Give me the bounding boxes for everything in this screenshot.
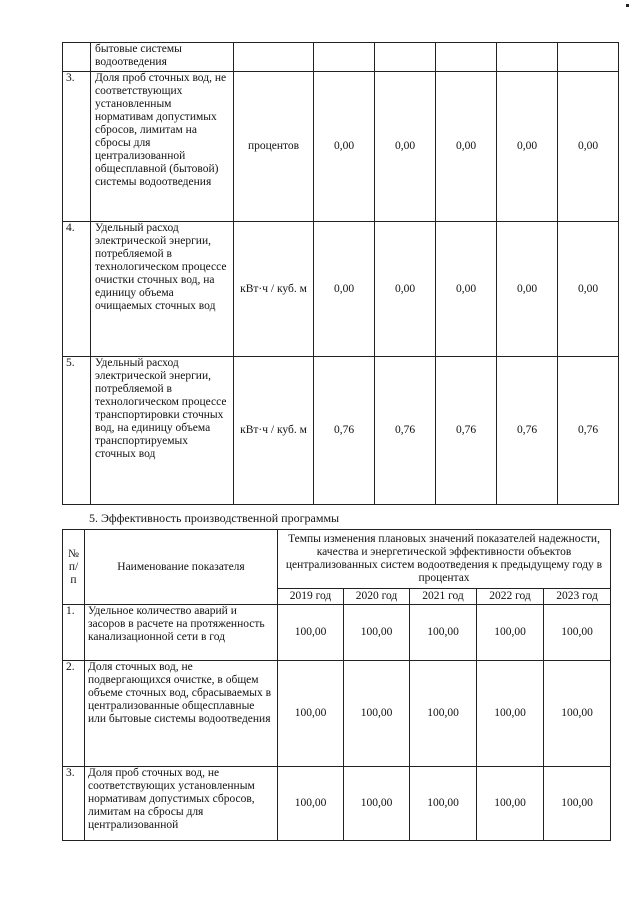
row-number: 4. [63,222,91,357]
value-cell [314,43,375,72]
value-cell: 0,00 [314,72,375,222]
table-row [63,767,611,841]
value-cell: 100,00 [544,767,611,841]
value-cell: 100,00 [278,661,344,767]
value-cell: 100,00 [544,605,611,661]
unit-cell [234,43,314,72]
value-cell: 0,00 [375,222,436,357]
unit-cell: кВт·ч / куб. м [234,222,314,357]
table-row [63,661,611,767]
value-cell: 100,00 [477,661,544,767]
indicator-name: Удельный расход электрической энергии, потребляемой в технологическом процессе очистки сточных вод, на единицу объема очищаемых сточных вод [91,222,234,357]
value-cell: 0,00 [558,222,619,357]
value-cell [497,43,558,72]
value-cell: 100,00 [544,661,611,767]
indicator-name: Удельный расход электрической энергии, потребляемой в технологическом процессе транспортировки сточных вод, на единицу объема транспортируемых сточных вод [91,357,234,505]
indicator-name: Доля сточных вод, не подвергающихся очистке, в общем объеме сточных вод, сбрасываемых в централизованные общесплавные или бытовые системы водоотведения [85,661,278,767]
table-row [63,357,619,505]
value-cell: 100,00 [410,767,477,841]
value-cell: 0,76 [375,357,436,505]
row-number: 3. [63,767,85,841]
section-heading: 5. Эффективность производственной программы [89,511,340,525]
indicator-name: бытовые системы водоотведения [91,43,234,72]
value-cell: 0,76 [558,357,619,505]
value-cell: 0,00 [314,222,375,357]
table-row [63,43,619,72]
value-cell: 100,00 [344,767,410,841]
header-year: 2019 год [278,589,344,605]
unit-cell: процентов [234,72,314,222]
value-cell: 0,76 [436,357,497,505]
value-cell [375,43,436,72]
header-year: 2020 год [344,589,410,605]
header-year: 2022 год [477,589,544,605]
row-number: 2. [63,661,85,767]
row-number: 1. [63,605,85,661]
header-year: 2023 год [544,589,611,605]
value-cell: 100,00 [344,661,410,767]
indicator-name: Доля проб сточных вод, не соответствующих установленным нормативам допустимых сбросов, лимитам на сбросы для централизованной общесплавной (бытовой) системы водоотведения [91,72,234,222]
value-cell: 100,00 [477,605,544,661]
header-number: № п/ п [63,530,85,605]
efficiency-table [62,529,611,841]
header-indicator-name: Наименование показателя [85,530,278,605]
indicator-name: Удельное количество аварий и засоров в расчете на протяженность канализационной сети в год [85,605,278,661]
value-cell: 100,00 [278,767,344,841]
value-cell: 0,00 [375,72,436,222]
value-cell: 0,00 [497,222,558,357]
value-cell: 100,00 [278,605,344,661]
row-number [63,43,91,72]
value-cell: 100,00 [410,661,477,767]
value-cell: 100,00 [344,605,410,661]
header-rates: Темпы изменения плановых значений показателей надежности, качества и энергетической эффективности объектов централизованных систем водоотведения к предыдущему году в процентах [278,530,611,589]
unit-cell: кВт·ч / куб. м [234,357,314,505]
value-cell: 0,00 [436,72,497,222]
indicator-name: Доля проб сточных вод, не соответствующих установленным нормативам допустимых сбросов, лимитам на сбросы для централизованной [85,767,278,841]
corner-mark [626,4,629,7]
row-number: 5. [63,357,91,505]
table-row [63,72,619,222]
indicators-table [62,42,619,505]
value-cell: 100,00 [410,605,477,661]
value-cell: 0,00 [497,72,558,222]
value-cell: 0,76 [314,357,375,505]
value-cell [436,43,497,72]
row-number: 3. [63,72,91,222]
table-row [63,605,611,661]
value-cell: 0,76 [497,357,558,505]
value-cell: 100,00 [477,767,544,841]
value-cell: 0,00 [436,222,497,357]
value-cell [558,43,619,72]
table-row [63,222,619,357]
value-cell: 0,00 [558,72,619,222]
header-year: 2021 год [410,589,477,605]
